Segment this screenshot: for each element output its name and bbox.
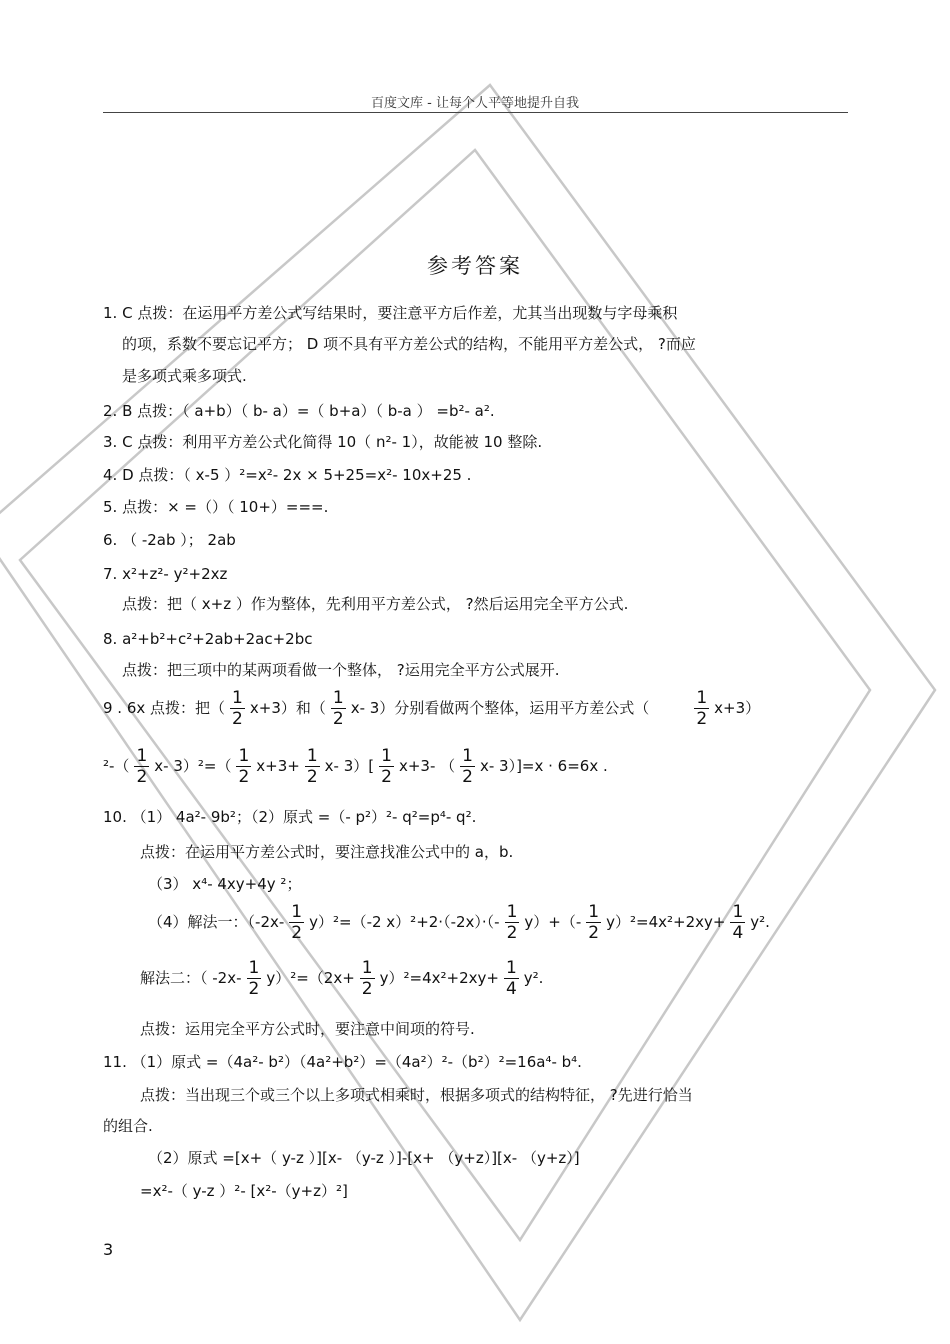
- fraction-half: $\frac{1}{2}$: [232, 688, 243, 729]
- answer-7-hint: 点拨：把（ x+z ）作为整体，先利用平方差公式， ?然后运用完全平方公式.: [122, 595, 629, 613]
- fraction-half: $\frac{1}{2}$: [306, 746, 318, 787]
- answer-9-text: x- 3）分别看做两个整体，运用平方差公式（: [350, 699, 650, 717]
- answer-11-part-2: （2）原式 =[x+（ y-z ）][x- （y-z ）]-[x+ （y+z）][x- （y+z）]: [148, 1149, 580, 1167]
- fraction-quarter: $\frac{1}{4}$: [732, 902, 744, 943]
- fraction-half: $\frac{1}{2}$: [136, 746, 148, 787]
- answer-9-text: x- 3）²=（: [154, 757, 232, 775]
- answer-1-line-3: 是多项式乘多项式.: [122, 367, 247, 385]
- answer-10-part-4-method-1: （4）解法一：（-2x- $\frac{1}{2}$ y）²=（-2 x）²+2·（-2x）·（- $\frac{1}{2}$ y）+（- $\frac{1}{2}$ y）²=4x²+2xy+ $\frac{1}{4}$ y².: [148, 902, 770, 943]
- answer-9-line-1: [103, 688, 760, 729]
- answer-11-hint-cont: 的组合.: [103, 1117, 153, 1135]
- fraction-half: $\frac{1}{2}$: [291, 902, 303, 943]
- page-title: 参考答案: [427, 254, 523, 278]
- page-header: 百度文库 - 让每个人平等地提升自我: [371, 96, 579, 111]
- fraction-half: $\frac{1}{2}$: [238, 746, 250, 787]
- answer-9-text: x- 3）]=x · 6=6x .: [479, 757, 608, 775]
- fraction-half: $\frac{1}{2}$: [248, 958, 260, 999]
- fraction-half: $\frac{1}{2}$: [361, 958, 373, 999]
- answer-11-part-2-cont: =x²-（ y-z ）²- [x²-（y+z）²]: [140, 1182, 348, 1200]
- answer-6: 6. （ -2ab ）； 2ab: [103, 531, 236, 549]
- answer-9-text: x+3）和（: [249, 699, 326, 717]
- fraction-half: $\frac{1}{2}$: [696, 688, 708, 729]
- answer-7: 7. x²+z²- y²+2xz: [103, 565, 228, 583]
- answer-10-part-4-method-2: 解法二：（ -2x- $\frac{1}{2}$ y）²=（2x+ $\frac{1}{2}$ y）²=4x²+2xy+ $\frac{1}{4}$ y².: [140, 958, 544, 999]
- answer-4: 4. D 点拨：（ x-5 ）²=x²- 2x × 5+25=x²- 10x+25 .: [103, 466, 472, 484]
- answer-9-text: x+3- （: [398, 757, 456, 775]
- answer-10-part-3: （3） x⁴- 4xy+4y ²；: [148, 875, 302, 893]
- fraction-quarter: $\frac{1}{4}$: [505, 958, 517, 999]
- answer-8: 8. a²+b²+c²+2ab+2ac+2bc: [103, 630, 313, 648]
- fraction-half: $\frac{1}{2}$: [588, 902, 600, 943]
- answer-9-line-2: [103, 746, 608, 787]
- page-number: 3: [103, 1240, 114, 1259]
- fraction-half: $\frac{1}{2}$: [462, 746, 473, 787]
- answer-9-text: x- 3）[: [324, 757, 375, 775]
- answer-1-line-1: 1. C 点拨：在运用平方差公式写结果时，要注意平方后作差，尤其当出现数与字母乘积: [103, 304, 678, 322]
- answer-2: 2. B 点拨：（ a+b）（ b- a）=（ b+a）（ b-a ） =b²- a².: [103, 402, 495, 420]
- answer-10-hint: 点拨：在运用平方差公式时，要注意找准公式中的 a，b.: [140, 843, 514, 861]
- answer-11: 11. （1）原式 =（4a²- b²）（4a²+b²）=（4a²）²-（b²）²=16a⁴- b⁴.: [103, 1053, 582, 1071]
- answer-8-hint: 点拨：把三项中的某两项看做一个整体， ?运用完全平方公式展开.: [122, 661, 560, 679]
- answer-5: 5. 点拨：× =（）（ 10+）===.: [103, 498, 329, 516]
- answer-10: 10. （1） 4a²- 9b²；（2）原式 =（- p²）²- q²=p⁴- q².: [103, 808, 477, 826]
- fraction-half: $\frac{1}{2}$: [332, 688, 344, 729]
- answer-3: 3. C 点拨：利用平方差公式化简得 10（ n²- 1），故能被 10 整除.: [103, 433, 543, 451]
- header-divider: [103, 112, 848, 113]
- answer-9-text: x+3）: [714, 699, 761, 717]
- answer-10-hint-2: 点拨：运用完全平方公式时，要注意中间项的符号.: [140, 1020, 475, 1038]
- answer-9-text: x+3+: [256, 757, 300, 775]
- fraction-half: $\frac{1}{2}$: [381, 746, 392, 787]
- answer-9-text: 9 . 6x 点拨：把（: [103, 699, 226, 717]
- answer-9-text: ²-（: [103, 757, 130, 775]
- answer-11-hint: 点拨：当出现三个或三个以上多项式相乘时，根据多项式的结构特征， ?先进行恰当: [140, 1086, 693, 1104]
- answer-1-line-2: 的项，系数不要忘记平方； D 项不具有平方差公式的结构，不能用平方差公式， ?而应: [122, 335, 696, 353]
- fraction-half: $\frac{1}{2}$: [506, 902, 518, 943]
